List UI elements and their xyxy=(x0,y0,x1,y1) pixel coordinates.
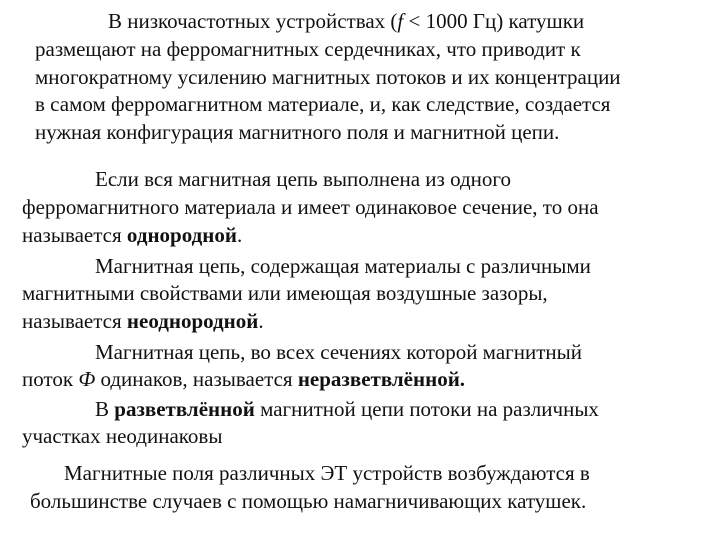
term-unbranched: неразветвлённой. xyxy=(297,367,466,391)
body-text: . xyxy=(236,223,243,247)
frequency-symbol: f xyxy=(397,9,404,33)
unbranched-line-2 xyxy=(22,366,465,392)
body-text: . xyxy=(258,309,264,333)
coils-line-2: большинстве случаев с помощью намагничивающих катушек. xyxy=(30,489,587,513)
intro-line-2: размещают на ферромагнитных сердечниках, что приводит к xyxy=(35,37,581,61)
body-text: поток xyxy=(22,367,79,391)
flux-symbol: Ф xyxy=(78,367,96,391)
body-text: В xyxy=(95,397,115,421)
term-heterogeneous: неоднородной xyxy=(126,309,259,333)
body-text: называется xyxy=(22,223,127,247)
branched-line-2: участках неодинаковы xyxy=(22,424,223,448)
intro-line-3: многократному усилению магнитных потоков и их концентрации xyxy=(35,65,621,89)
body-text: магнитной цепи потоки на различных xyxy=(254,397,599,421)
homogeneous-line-2: ферромагнитного материала и имеет одинаковое сечение, то она xyxy=(22,195,599,219)
term-branched: разветвлённой xyxy=(114,397,255,421)
intro-text: < 1000 Гц) катушки xyxy=(403,9,585,33)
heterogeneous-line-2: магнитными свойствами или имеющая воздушные зазоры, xyxy=(22,281,548,305)
branched-line-1 xyxy=(95,396,599,422)
term-homogeneous: однородной xyxy=(126,223,237,247)
heterogeneous-line-1: Магнитная цепь, содержащая материалы с различными xyxy=(95,254,591,278)
intro-line-1 xyxy=(108,8,584,34)
intro-line-5: нужная конфигурация магнитного поля и магнитной цепи. xyxy=(35,120,560,144)
body-text: одинаков, называется xyxy=(95,367,298,391)
homogeneous-line-1: Если вся магнитная цепь выполнена из одного xyxy=(95,167,511,191)
intro-text: В низкочастотных устройствах ( xyxy=(108,9,398,33)
intro-line-4: в самом ферромагнитном материале, и, как следствие, создается xyxy=(35,92,611,116)
body-text: называется xyxy=(22,309,127,333)
heterogeneous-line-3 xyxy=(22,308,264,334)
coils-line-1: Магнитные поля различных ЭТ устройств возбуждаются в xyxy=(64,461,590,485)
unbranched-line-1: Магнитная цепь, во всех сечениях которой магнитный xyxy=(95,340,582,364)
homogeneous-line-3 xyxy=(22,222,242,248)
